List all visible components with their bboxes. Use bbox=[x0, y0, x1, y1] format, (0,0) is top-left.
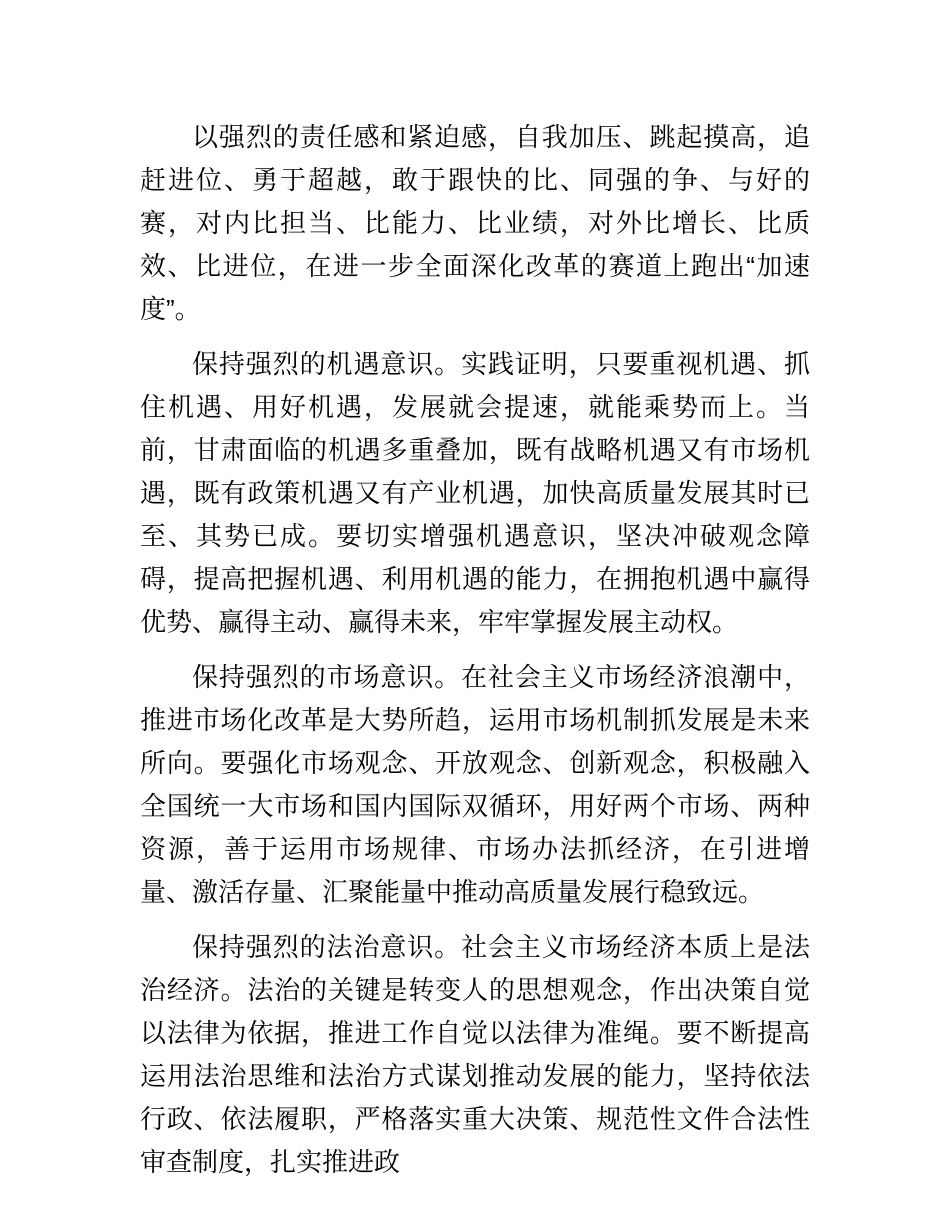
paragraph-market-awareness: 保持强烈的市场意识。在社会主义市场经济浪潮中，推进市场化改革是大势所趋，运用市场机制抓发展是未来所向。要强化市场观念、开放观念、创新观念，积极融入全国统一大市场和国内国际双循环，用好两个市场、两种资源，善于运用市场规律、市场办法抓经济，在引进增量、激活存量、汇聚能量中推动高质量发展行稳致远。 bbox=[140, 662, 810, 907]
paragraph-responsibility: 以强烈的责任感和紧迫感，自我加压、跳起摸高，追赶进位、勇于超越，敢于跟快的比、同强的争、与好的赛，对内比担当、比能力、比业绩，对外比增长、比质效、比进位，在进一步全面深化改革的赛道上跑出“加速度”。 bbox=[140, 122, 810, 324]
paragraph-opportunity-awareness: 保持强烈的机遇意识。实践证明，只要重视机遇、抓住机遇、用好机遇，发展就会提速，就能乘势而上。当前，甘肃面临的机遇多重叠加，既有战略机遇又有市场机遇，既有政策机遇又有产业机遇，加快高质量发展其时已至、其势已成。要切实增强机遇意识，坚决冲破观念障碍，提高把握机遇、利用机遇的能力，在拥抱机遇中赢得优势、赢得主动、赢得未来，牢牢掌握发展主动权。 bbox=[140, 349, 810, 637]
paragraph-rule-of-law-awareness: 保持强烈的法治意识。社会主义市场经济本质上是法治经济。法治的关键是转变人的思想观念，作出决策自觉以法律为依据，推进工作自觉以法律为准绳。要不断提高运用法治思维和法治方式谋划推动发展的能力，坚持依法行政、依法履职，严格落实重大决策、规范性文件合法性审查制度，扎实推进政 bbox=[140, 932, 810, 1177]
